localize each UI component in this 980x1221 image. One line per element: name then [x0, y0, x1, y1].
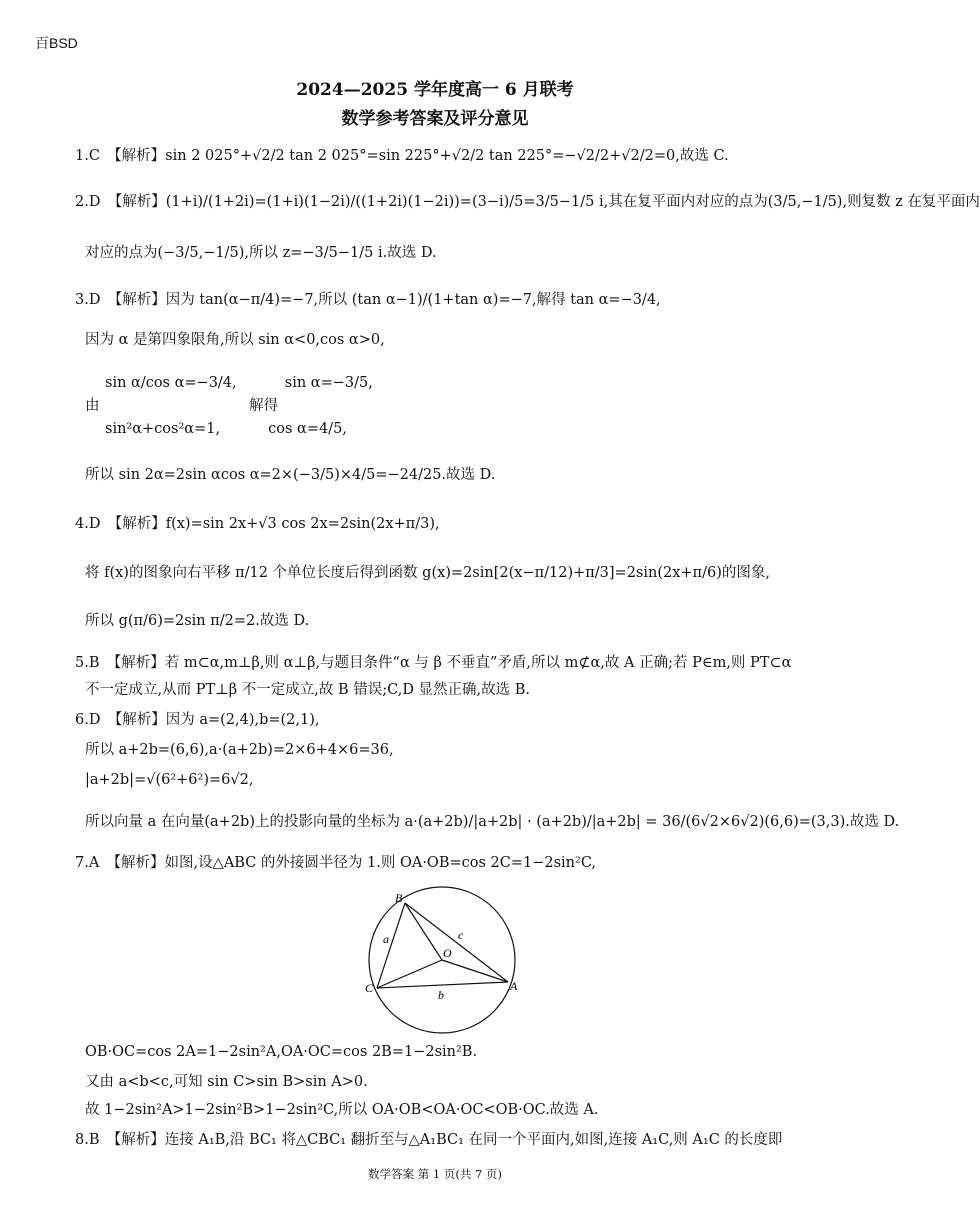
logo: 百BSD	[35, 35, 78, 51]
page-footer: 数学答案 第 1 页(共 7 页)	[368, 1167, 502, 1181]
answer-3-system-bottom: sin²α+cos²α=1, cos α=4/5,	[105, 421, 347, 437]
answer-6: 6.D 【解析】因为 a=(2,4),b=(2,1),	[75, 712, 320, 728]
answer-6-line2: 所以 a+2b=(6,6),a·(a+2b)=2×6+4×6=36,	[85, 742, 394, 758]
answer-5-cont: 不一定成立,从而 PT⊥β 不一定成立,故 B 错误;C,D 显然正确,故选 B.	[85, 682, 531, 698]
vertex-B-label: B	[395, 891, 403, 905]
answer-3-system-mid: 由 解得	[85, 398, 279, 414]
answer-1: 1.C 【解析】sin 2 025°+√2/2 tan 2 025°=sin 225°+√2/2 tan 225°=−√2/2+√2/2=0,故选 C.	[75, 148, 729, 164]
answer-5: 5.B 【解析】若 m⊂α,m⊥β,则 α⊥β,与题目条件“α 与 β 不垂直”矛盾,所以 m⊄α,故 A 正确;若 P∈m,则 PT⊂α	[75, 655, 792, 671]
answer-2: 2.D 【解析】(1+i)/(1+2i)=(1+i)(1−2i)/((1+2i)(1−2i))=(3−i)/5=3/5−1/5 i,其在复平面内对应的点为(3/5,−1/5),则复数 z 在复平面内	[75, 194, 980, 210]
answer-3: 3.D 【解析】因为 tan(α−π/4)=−7,所以 (tan α−1)/(1+tan α)=−7,解得 tan α=−3/4,	[75, 292, 661, 308]
answer-4: 4.D 【解析】f(x)=sin 2x+√3 cos 2x=2sin(2x+π/3),	[75, 516, 440, 532]
side-b-label: b	[438, 988, 444, 1002]
answer-6-conclusion: 所以向量 a 在向量(a+2b)上的投影向量的坐标为 a·(a+2b)/|a+2b| · (a+2b)/|a+2b| = 36/(6√2×6√2)(6,6)=(3,3).故选 D.	[85, 814, 900, 830]
page-subtitle: 数学参考答案及评分意见	[341, 109, 529, 129]
answer-4-conclusion: 所以 g(π/6)=2sin π/2=2.故选 D.	[85, 613, 310, 629]
side-c-label: c	[458, 928, 464, 942]
answer-3-system-top: sin α/cos α=−3/4, sin α=−3/5,	[105, 375, 373, 391]
circumcircle-figure	[360, 885, 530, 1045]
side-a-label: a	[383, 932, 389, 946]
vertex-C-label: C	[365, 981, 374, 995]
vertex-A-label: A	[510, 979, 518, 993]
answer-7: 7.A 【解析】如图,设△ABC 的外接圆半径为 1.则 OA·OB=cos 2C=1−2sin²C,	[75, 855, 597, 871]
center-O-label: O	[443, 946, 452, 960]
answer-8: 8.B 【解析】连接 A₁B,沿 BC₁ 将△CBC₁ 翻折至与△A₁BC₁ 在同一个平面内,如图,连接 A₁C,则 A₁C 的长度即	[75, 1132, 783, 1148]
answer-7-line3: 又由 a<b<c,可知 sin C>sin B>sin A>0.	[85, 1074, 368, 1090]
answer-4-line2: 将 f(x)的图象向右平移 π/12 个单位长度后得到函数 g(x)=2sin[2(x−π/12)+π/3]=2sin(2x+π/6)的图象,	[85, 565, 770, 581]
answer-6-line3: |a+2b|=√(6²+6²)=6√2,	[85, 772, 254, 788]
page-title: 2024—2025 学年度高一 6 月联考	[296, 80, 574, 100]
answer-3-conclusion: 所以 sin 2α=2sin αcos α=2×(−3/5)×4/5=−24/25.故选 D.	[85, 467, 496, 483]
answer-7-line2: OB·OC=cos 2A=1−2sin²A,OA·OC=cos 2B=1−2sin²B.	[85, 1044, 478, 1060]
answer-7-conclusion: 故 1−2sin²A>1−2sin²B>1−2sin²C,所以 OA·OB<OA·OC<OB·OC.故选 A.	[85, 1102, 599, 1118]
answer-3-line2: 因为 α 是第四象限角,所以 sin α<0,cos α>0,	[85, 332, 385, 348]
answer-2-cont: 对应的点为(−3/5,−1/5),所以 z=−3/5−1/5 i.故选 D.	[85, 245, 437, 261]
